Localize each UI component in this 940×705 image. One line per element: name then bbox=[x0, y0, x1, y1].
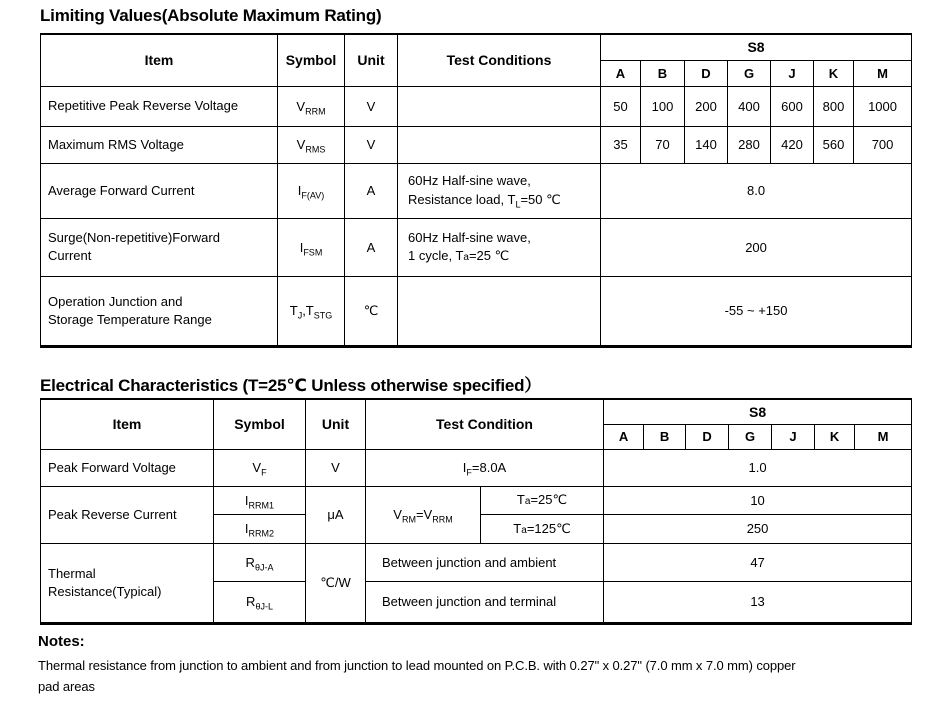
unit-cell: A bbox=[345, 163, 398, 218]
symbol-cell: $I_{FSM}$ bbox=[278, 218, 345, 276]
notes-body bbox=[38, 656, 938, 698]
test-condition-line: 60Hz Half-sine wave, bbox=[408, 229, 531, 245]
test-conditions-cell bbox=[398, 218, 601, 276]
value-cell: 600 bbox=[771, 86, 814, 126]
test-condition-sub-cell: Ta=125℃ bbox=[481, 514, 604, 543]
col-header-item: Item bbox=[41, 34, 278, 86]
test-condition-cell: Between junction and terminal bbox=[366, 581, 604, 623]
col-header-test-conditions: Test Conditions bbox=[398, 34, 601, 86]
col-header-grade-b: B bbox=[644, 424, 686, 449]
item-cell: Average Forward Current bbox=[41, 163, 278, 218]
col-header-grade-m: M bbox=[855, 424, 912, 449]
symbol-cell: $R_{\theta J-L}$ bbox=[214, 581, 306, 623]
col-header-grade-d: D bbox=[686, 424, 729, 449]
col-header-unit: Unit bbox=[306, 399, 366, 449]
notes-line: Thermal resistance from junction to ambient and from junction to lead mounted on P.C.B. with 0.27" x 0.27" (7.0 mm x 7.0 mm) copper bbox=[38, 658, 796, 673]
col-header-grade-g: G bbox=[728, 60, 771, 86]
col-header-grade-j: J bbox=[771, 60, 814, 86]
value-cell: 35 bbox=[601, 126, 641, 163]
value-cell: 800 bbox=[814, 86, 854, 126]
col-header-grade-a: A bbox=[601, 60, 641, 86]
col-header-grade-m: M bbox=[854, 60, 912, 86]
table-row bbox=[41, 163, 912, 218]
symbol-cell: $T_J,T_{STG}$ bbox=[278, 276, 345, 346]
value-cell: 560 bbox=[814, 126, 854, 163]
test-conditions-cell bbox=[398, 163, 601, 218]
col-header-s8-group: S8 bbox=[601, 34, 912, 60]
test-conditions-cell bbox=[398, 86, 601, 126]
electrical-characteristics-table bbox=[40, 398, 912, 625]
value-cell: 200 bbox=[685, 86, 728, 126]
col-header-test-condition: Test Condition bbox=[366, 399, 604, 449]
notes-heading: Notes: bbox=[38, 633, 85, 650]
col-header-grade-k: K bbox=[814, 60, 854, 86]
symbol-cell: $V_{RRM}$ bbox=[278, 86, 345, 126]
table-header-row bbox=[41, 399, 912, 424]
col-header-s8-group: S8 bbox=[604, 399, 912, 424]
col-header-item: Item bbox=[41, 399, 214, 449]
test-conditions-cell bbox=[398, 126, 601, 163]
limiting-values-table bbox=[40, 33, 912, 348]
symbol-cell: $I_{RRM2}$ bbox=[214, 514, 306, 543]
symbol-cell: $I_{F(AV)}$ bbox=[278, 163, 345, 218]
test-condition-line: 60Hz Half-sine wave, bbox=[408, 173, 531, 189]
col-header-grade-b: B bbox=[641, 60, 685, 86]
test-condition-cell: Between junction and ambient bbox=[366, 543, 604, 581]
col-header-grade-g: G bbox=[729, 424, 772, 449]
section-title-limiting-values: Limiting Values(Absolute Maximum Rating) bbox=[40, 6, 382, 25]
value-cell: 420 bbox=[771, 126, 814, 163]
value-cell: 10 bbox=[604, 486, 912, 514]
col-header-grade-j: J bbox=[772, 424, 815, 449]
item-cell: Repetitive Peak Reverse Voltage bbox=[41, 86, 278, 126]
notes-line: pad areas bbox=[38, 678, 95, 694]
col-header-symbol: Symbol bbox=[214, 399, 306, 449]
unit-cell: V bbox=[306, 449, 366, 486]
item-cell: Maximum RMS Voltage bbox=[41, 126, 278, 163]
table-row bbox=[41, 449, 912, 486]
item-cell: Operation Junction and Storage Temperature Range bbox=[41, 276, 278, 346]
table-row bbox=[41, 276, 912, 346]
symbol-cell: $V_{RMS}$ bbox=[278, 126, 345, 163]
test-condition-cell: $I_F=8.0A$ bbox=[366, 449, 604, 486]
value-cell: 700 bbox=[854, 126, 912, 163]
value-cell: 13 bbox=[604, 581, 912, 623]
item-cell: Peak Forward Voltage bbox=[41, 449, 214, 486]
value-cell: -55 ~ +150 bbox=[601, 276, 912, 346]
unit-cell: ℃/W bbox=[306, 543, 366, 623]
section-title-electrical-characteristics: Electrical Characteristics (T=25℃ Unless otherwise specified） bbox=[40, 376, 542, 395]
col-header-symbol: Symbol bbox=[278, 34, 345, 86]
col-header-grade-a: A bbox=[604, 424, 644, 449]
value-cell: 70 bbox=[641, 126, 685, 163]
value-cell: 1000 bbox=[854, 86, 912, 126]
value-cell: 250 bbox=[604, 514, 912, 543]
test-condition-cell: $V_{RM}=V_{RRM}$ bbox=[366, 486, 481, 543]
unit-cell: μA bbox=[306, 486, 366, 543]
test-condition-line: Resistance load, $T_L=50$ ℃ bbox=[408, 191, 561, 210]
value-cell: 1.0 bbox=[604, 449, 912, 486]
symbol-cell: $I_{RRM1}$ bbox=[214, 486, 306, 514]
value-cell: 50 bbox=[601, 86, 641, 126]
value-cell: 280 bbox=[728, 126, 771, 163]
value-cell: 47 bbox=[604, 543, 912, 581]
table-row bbox=[41, 218, 912, 276]
col-header-grade-d: D bbox=[685, 60, 728, 86]
value-cell: 400 bbox=[728, 86, 771, 126]
item-cell: Peak Reverse Current bbox=[41, 486, 214, 543]
test-condition-line: 1 cycle, Ta=25 ℃ bbox=[408, 248, 510, 263]
unit-cell: V bbox=[345, 126, 398, 163]
test-conditions-cell bbox=[398, 276, 601, 346]
item-cell: Thermal Resistance(Typical) bbox=[41, 543, 214, 623]
unit-cell: A bbox=[345, 218, 398, 276]
table-row bbox=[41, 86, 912, 126]
value-cell: 140 bbox=[685, 126, 728, 163]
value-cell: 8.0 bbox=[601, 163, 912, 218]
table-header-row bbox=[41, 34, 912, 60]
symbol-cell: $R_{\theta J-A}$ bbox=[214, 543, 306, 581]
test-condition-sub-cell: Ta=25℃ bbox=[481, 486, 604, 514]
unit-cell: ℃ bbox=[345, 276, 398, 346]
item-cell: Surge(Non-repetitive)Forward Current bbox=[41, 218, 278, 276]
col-header-grade-k: K bbox=[815, 424, 855, 449]
value-cell: 200 bbox=[601, 218, 912, 276]
table-row bbox=[41, 126, 912, 163]
table-row bbox=[41, 543, 912, 581]
table-row bbox=[41, 486, 912, 514]
col-header-unit: Unit bbox=[345, 34, 398, 86]
unit-cell: V bbox=[345, 86, 398, 126]
value-cell: 100 bbox=[641, 86, 685, 126]
symbol-cell: $V_F$ bbox=[214, 449, 306, 486]
